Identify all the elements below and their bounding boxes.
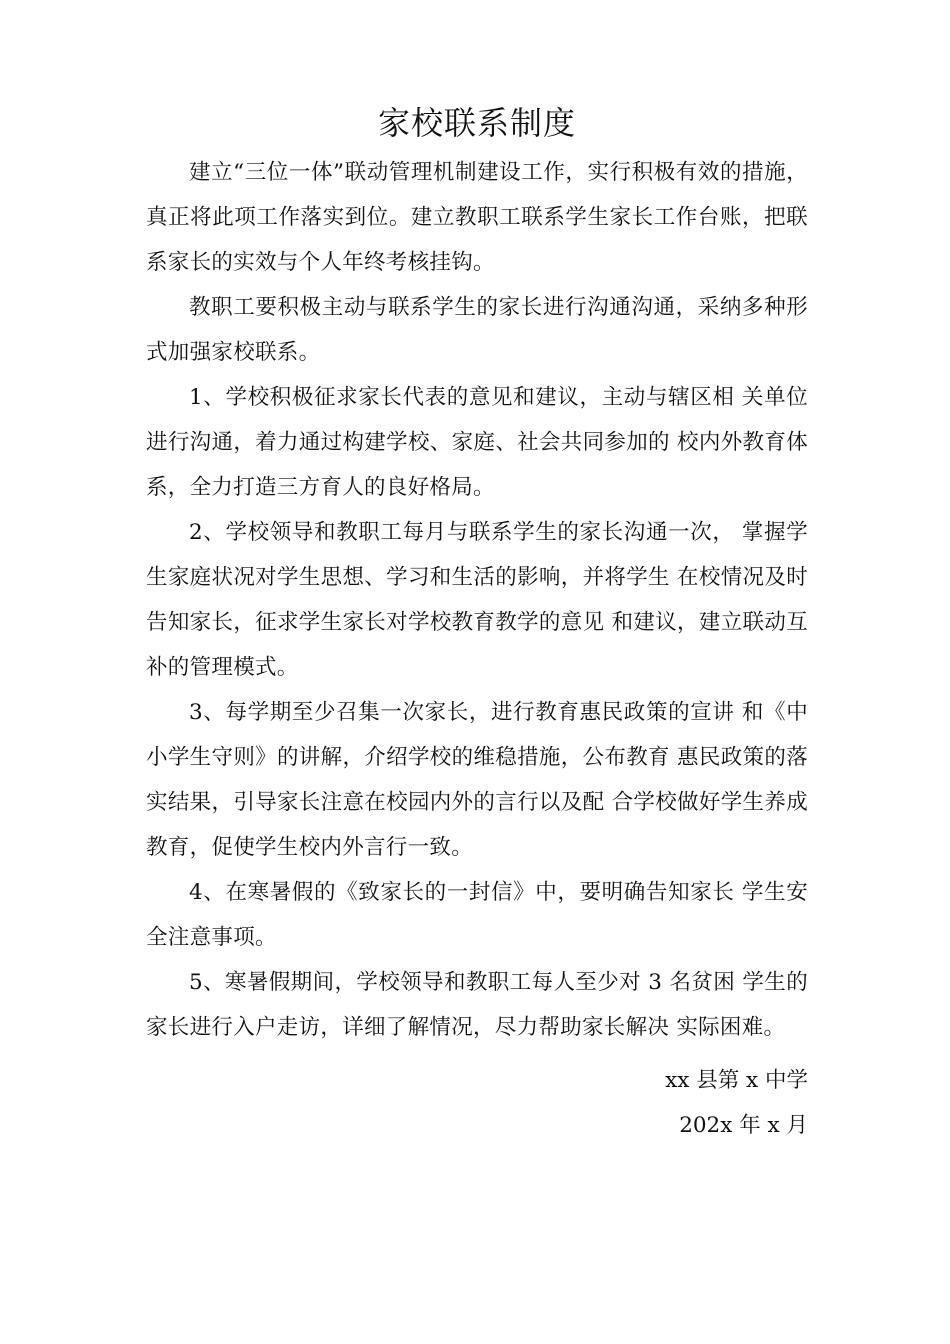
- paragraph-communication: 教职工要积极主动与联系学生的家长进行沟通沟通，采纳多种形式加强家校联系。: [146, 295, 808, 365]
- paragraph-item-3: 3、每学期至少召集一次家长，进行教育惠民政策的宣讲 和《中小学生守则》的讲解，介绍学校的维稳措施，公布教育 惠民政策的落实结果，引导家长注意在校园内外的言行以及配 合学校做好学生养成教育，促使学生校内外言行一致。: [146, 700, 808, 860]
- paragraph-item-2: 2、学校领导和教职工每月与联系学生的家长沟通一次， 掌握学生家庭状况对学生思想、学习和生活的影响，并将学生 在校情况及时告知家长，征求学生家长对学校教育教学的意见 和建议，建立联动互补的管理模式。: [146, 520, 808, 680]
- paragraph-item-5: 5、寒暑假期间，学校领导和教职工每人至少对 3 名贫困 学生的家长进行入户走访，详细了解情况，尽力帮助家长解决 实际困难。: [146, 970, 808, 1040]
- signature-block: [146, 1058, 808, 1148]
- paragraph-intro: 建立“三位一体”联动管理机制建设工作，实行积极有效的措施，真正将此项工作落实到位。建立教职工联系学生家长工作台账，把联系家长的实效与个人年终考核挂钩。: [146, 160, 808, 275]
- document-title: 家校联系制度: [377, 104, 576, 142]
- document-body: [146, 150, 808, 1050]
- paragraph-item-1: 1、学校积极征求家长代表的意见和建议，主动与辖区相 关单位进行沟通，着力通过构建学校、家庭、社会共同参加的 校内外教育体系，全力打造三方育人的良好格局。: [146, 385, 808, 500]
- document-page: [146, 100, 808, 1148]
- paragraph-item-4: 4、在寒暑假的《致家长的一封信》中，要明确告知家长 学生安全注意事项。: [146, 880, 808, 950]
- signature-organization: xx 县第 x 中学: [665, 1068, 808, 1093]
- signature-date: 202x 年 x 月: [679, 1113, 808, 1138]
